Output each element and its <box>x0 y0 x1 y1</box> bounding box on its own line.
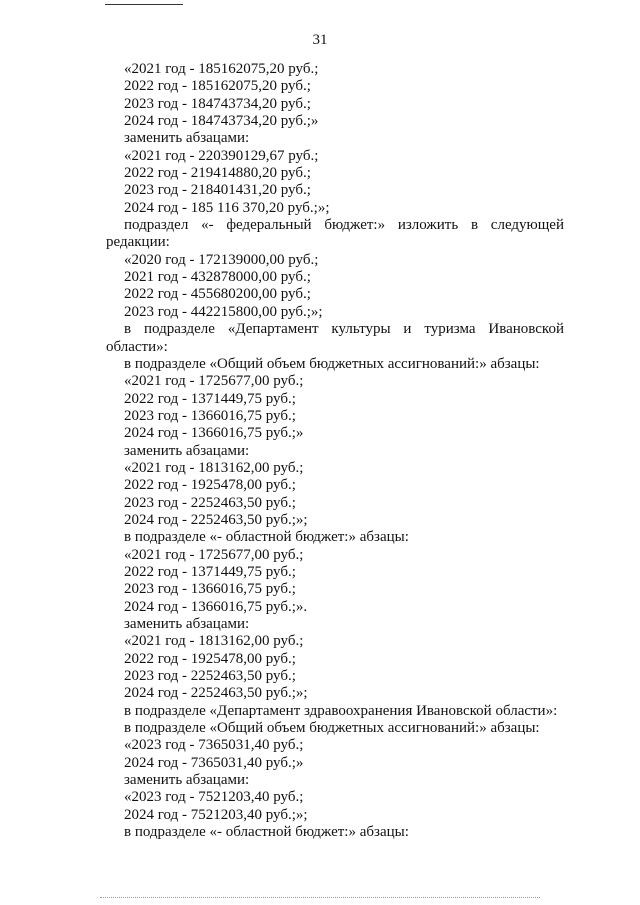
text-line: «2021 год - 220390129,67 руб.; <box>124 147 319 164</box>
text-line: «2023 год - 7521203,40 руб.; <box>124 789 304 806</box>
page-number: 31 <box>312 32 328 48</box>
document-body <box>106 61 564 841</box>
text-line: 2024 год - 2252463,50 руб.;»; <box>124 685 308 702</box>
text-line: заменить абзацами: <box>124 616 250 632</box>
text-line: 2023 год - 2252463,50 руб.; <box>124 668 296 685</box>
text-line: «2021 год - 1813162,00 руб.; <box>124 459 304 476</box>
text-line: 2022 год - 455680200,00 руб.; <box>124 286 311 303</box>
text-line: 2024 год - 1366016,75 руб.;». <box>124 598 308 615</box>
text-line: 2024 год - 2252463,50 руб.;»; <box>124 511 308 528</box>
text-line: 2024 год - 7365031,40 руб.;» <box>124 754 304 771</box>
text-line: 2023 год - 442215800,00 руб.;»; <box>124 303 323 320</box>
text-line: 2022 год - 1925478,00 руб.; <box>124 477 296 494</box>
text-line: 2024 год - 185 116 370,20 руб.;»; <box>124 199 330 216</box>
text-line: редакции: <box>106 234 170 251</box>
text-line: подраздел «- федеральный бюджет:» изложить в следующей <box>124 217 564 234</box>
text-line: 2023 год - 1366016,75 руб.; <box>124 407 296 424</box>
text-line: в подразделе «- областной бюджет:» абзацы: <box>124 824 409 841</box>
text-line: «2023 год - 7365031,40 руб.; <box>124 737 304 754</box>
header-rule <box>105 4 183 5</box>
text-line: заменить абзацами: <box>124 772 250 789</box>
text-line: 2022 год - 1371449,75 руб.; <box>124 563 296 580</box>
text-line: области»: <box>106 338 168 355</box>
text-line: 2022 год - 1371449,75 руб.; <box>124 390 296 407</box>
text-line: 2022 год - 185162075,20 руб.; <box>124 78 311 95</box>
text-line: в подразделе «Общий объем бюджетных ассигнований:» абзацы: <box>124 720 540 737</box>
text-line: 2024 год - 1366016,75 руб.;» <box>124 425 304 442</box>
text-line: в подразделе «Департамент культуры и туризма Ивановской <box>124 321 564 338</box>
text-line: в подразделе «Департамент здравоохранения Ивановской области»: <box>124 702 558 719</box>
text-line: 2022 год - 1925478,00 руб.; <box>124 650 296 667</box>
text-line: 2021 год - 432878000,00 руб.; <box>124 269 311 286</box>
text-line: «2021 год - 185162075,20 руб.; <box>124 61 319 77</box>
text-line: 2022 год - 219414880,20 руб.; <box>124 165 311 182</box>
text-line: 2023 год - 184743734,20 руб.; <box>124 95 311 112</box>
text-line: заменить абзацами: <box>124 442 250 459</box>
text-line: 2023 год - 218401431,20 руб.; <box>124 182 311 199</box>
text-line: в подразделе «- областной бюджет:» абзацы: <box>124 529 409 546</box>
text-line: 2023 год - 2252463,50 руб.; <box>124 494 296 511</box>
text-line: 2023 год - 1366016,75 руб.; <box>124 581 296 598</box>
text-line: «2021 год - 1813162,00 руб.; <box>124 633 304 650</box>
text-line: заменить абзацами: <box>124 130 250 147</box>
text-line: в подразделе «Общий объем бюджетных ассигнований:» абзацы: <box>124 355 540 372</box>
text-line: 2024 год - 7521203,40 руб.;»; <box>124 806 308 823</box>
text-line: «2020 год - 172139000,00 руб.; <box>124 251 319 268</box>
text-line: «2021 год - 1725677,00 руб.; <box>124 546 304 563</box>
text-line: 2024 год - 184743734,20 руб.;» <box>124 113 319 130</box>
text-line: «2021 год - 1725677,00 руб.; <box>124 373 304 390</box>
scan-artifact-line <box>100 897 540 899</box>
